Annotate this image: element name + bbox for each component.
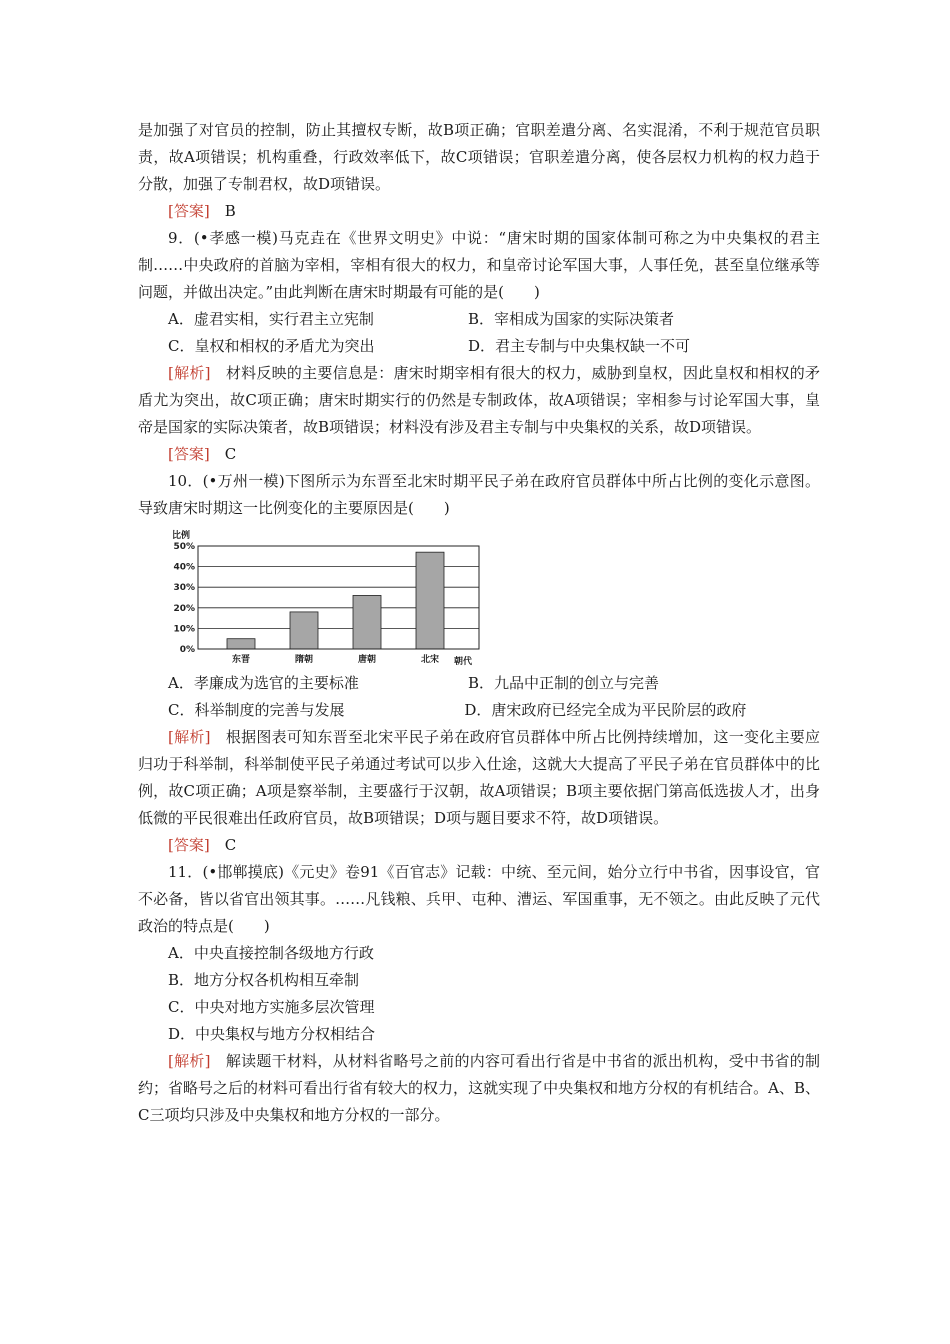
- bar-chart: [168, 526, 488, 668]
- q9-analysis: [138, 360, 820, 441]
- y-tick-label: 20%: [173, 603, 195, 614]
- bar: [227, 639, 255, 649]
- analysis-text: 解读题干材料，从材料省略号之前的内容可看出行省是中书省的派出机构，受中书省的制约；省略号之后的材料可看出行省有较大的权力，这就实现了中央集权和地方分权的有机结合。A、B、C三项均只涉及中央集权和地方分权的一部分。: [138, 1052, 820, 1124]
- intro-paragraph: 是加强了对官员的控制，防止其擅权专断，故B项正确；官职差遣分离、名实混淆，不利于规范官员职责，故A项错误；机构重叠，行政效率低下，故C项错误；官职差遣分离，使各层权力机构的权力趋于分散，加强了专制君权，故D项错误。: [138, 121, 820, 193]
- x-tick-label: 东晋: [231, 655, 251, 665]
- bar-chart-svg: [168, 526, 488, 668]
- q9-option-b: B．宰相成为国家的实际决策者: [468, 310, 675, 328]
- analysis-tag: [解析]: [168, 364, 211, 382]
- analysis-text: 材料反映的主要信息是：唐宋时期宰相有很大的权力，威胁到皇权，因此皇权和相权的矛盾尤为突出，故C项正确；唐宋时期实行的仍然是专制政体，故A项错误；宰相参与讨论军国大事，皇帝是国家的实际决策者，故B项错误；材料没有涉及君主专制与中央集权的关系，故D项错误。: [138, 364, 820, 436]
- answer-value: C: [224, 445, 237, 463]
- analysis-text: 根据图表可知东晋至北宋平民子弟在政府官员群体中所占比例持续增加，这一变化主要应归功于科举制，科举制使平民子弟通过考试可以步入仕途，这就大大提高了平民子弟在官员群体中的比例，故C项正确；A项是察举制，主要盛行于汉朝，故A项错误；B项主要依据门第高低选拔人才，出身低微的平民很难出任政府官员，故B项错误；D项与题目要求不符，故D项错误。: [138, 728, 820, 827]
- q9-answer: [138, 441, 820, 468]
- y-tick-label: 0%: [179, 645, 195, 655]
- q9-option-d: D．君主专制与中央集权缺一不可: [468, 337, 691, 355]
- x-tick-labels: [232, 653, 439, 665]
- q10-stem: 10．(•万州一模)下图所示为东晋至北宋时期平民子弟在政府官员群体中所占比例的变化示意图。导致唐宋时期这一比例变化的主要原因是( ): [138, 472, 820, 517]
- y-tick-label: 30%: [173, 583, 195, 594]
- q10-option-c: C．科举制度的完善与发展: [168, 701, 345, 719]
- q10-analysis: [138, 724, 820, 832]
- q11-option-d: D．中央集权与地方分权相结合: [168, 1025, 376, 1043]
- x-tick-label: 隋朝: [294, 655, 314, 665]
- analysis-tag: [解析]: [168, 1052, 211, 1070]
- x-tick-label: 唐朝: [357, 655, 377, 665]
- bar: [416, 552, 444, 649]
- bar: [290, 612, 318, 649]
- answer-value: B: [224, 202, 236, 220]
- q11-option-b: B．地方分权各机构相互牵制: [168, 971, 360, 989]
- q10-answer: [138, 832, 820, 859]
- y-tick-label: 40%: [173, 562, 195, 573]
- q11-stem: 11．(•邯郸摸底)《元史》卷91《百官志》记载：中统、至元间，始分立行中书省，因事设官，官不必备，皆以省官出领其事。……凡钱粮、兵甲、屯种、漕运、军国重事，无不领之。由此反映了元代政治的特点是( ): [138, 863, 820, 935]
- q11-option-c: C．中央对地方实施多层次管理: [168, 998, 375, 1016]
- answer-value: C: [224, 836, 237, 854]
- bar: [353, 595, 381, 649]
- q9-option-a: A．虚君实相，实行君主立宪制: [168, 310, 374, 328]
- q9-options-row-1: [138, 306, 820, 333]
- q9-options-row-2: [138, 333, 820, 360]
- y-tick-labels: [173, 542, 195, 655]
- x-axis-label: 朝代: [454, 657, 473, 667]
- q10-option-a: A．孝廉成为选官的主要标准: [168, 674, 359, 692]
- answer-tag: [答案]: [168, 836, 210, 854]
- x-tick-label: 北宋: [420, 655, 440, 665]
- answer-tag: [答案]: [168, 202, 210, 220]
- intro-answer: [138, 198, 820, 225]
- y-axis-label: 比例: [172, 531, 191, 541]
- q9-stem: 9．(•孝感一模)马克垚在《世界文明史》中说：“唐宋时期的国家体制可称之为中央集权的君主制……中央政府的首脑为宰相，宰相有很大的权力，和皇帝讨论军国大事，人事任免，甚至皇位继承等问题，并做出决定。”由此判断在唐宋时期最有可能的是( ): [138, 229, 820, 301]
- y-tick-label: 10%: [173, 624, 195, 635]
- q11-analysis: [138, 1048, 820, 1129]
- q10-option-d: D．唐宋政府已经完全成为平民阶层的政府: [464, 701, 747, 719]
- q11-option-a: A．中央直接控制各级地方行政: [168, 944, 374, 962]
- analysis-tag: [解析]: [168, 728, 211, 746]
- q9-option-c: C．皇权和相权的矛盾尤为突出: [168, 337, 375, 355]
- answer-tag: [答案]: [168, 445, 210, 463]
- y-tick-label: 50%: [173, 542, 195, 552]
- q10-option-b: B．九品中正制的创立与完善: [468, 674, 660, 692]
- q10-options-row-2: [138, 697, 820, 724]
- q10-options-row-1: [138, 670, 820, 697]
- document-page: [138, 117, 820, 1129]
